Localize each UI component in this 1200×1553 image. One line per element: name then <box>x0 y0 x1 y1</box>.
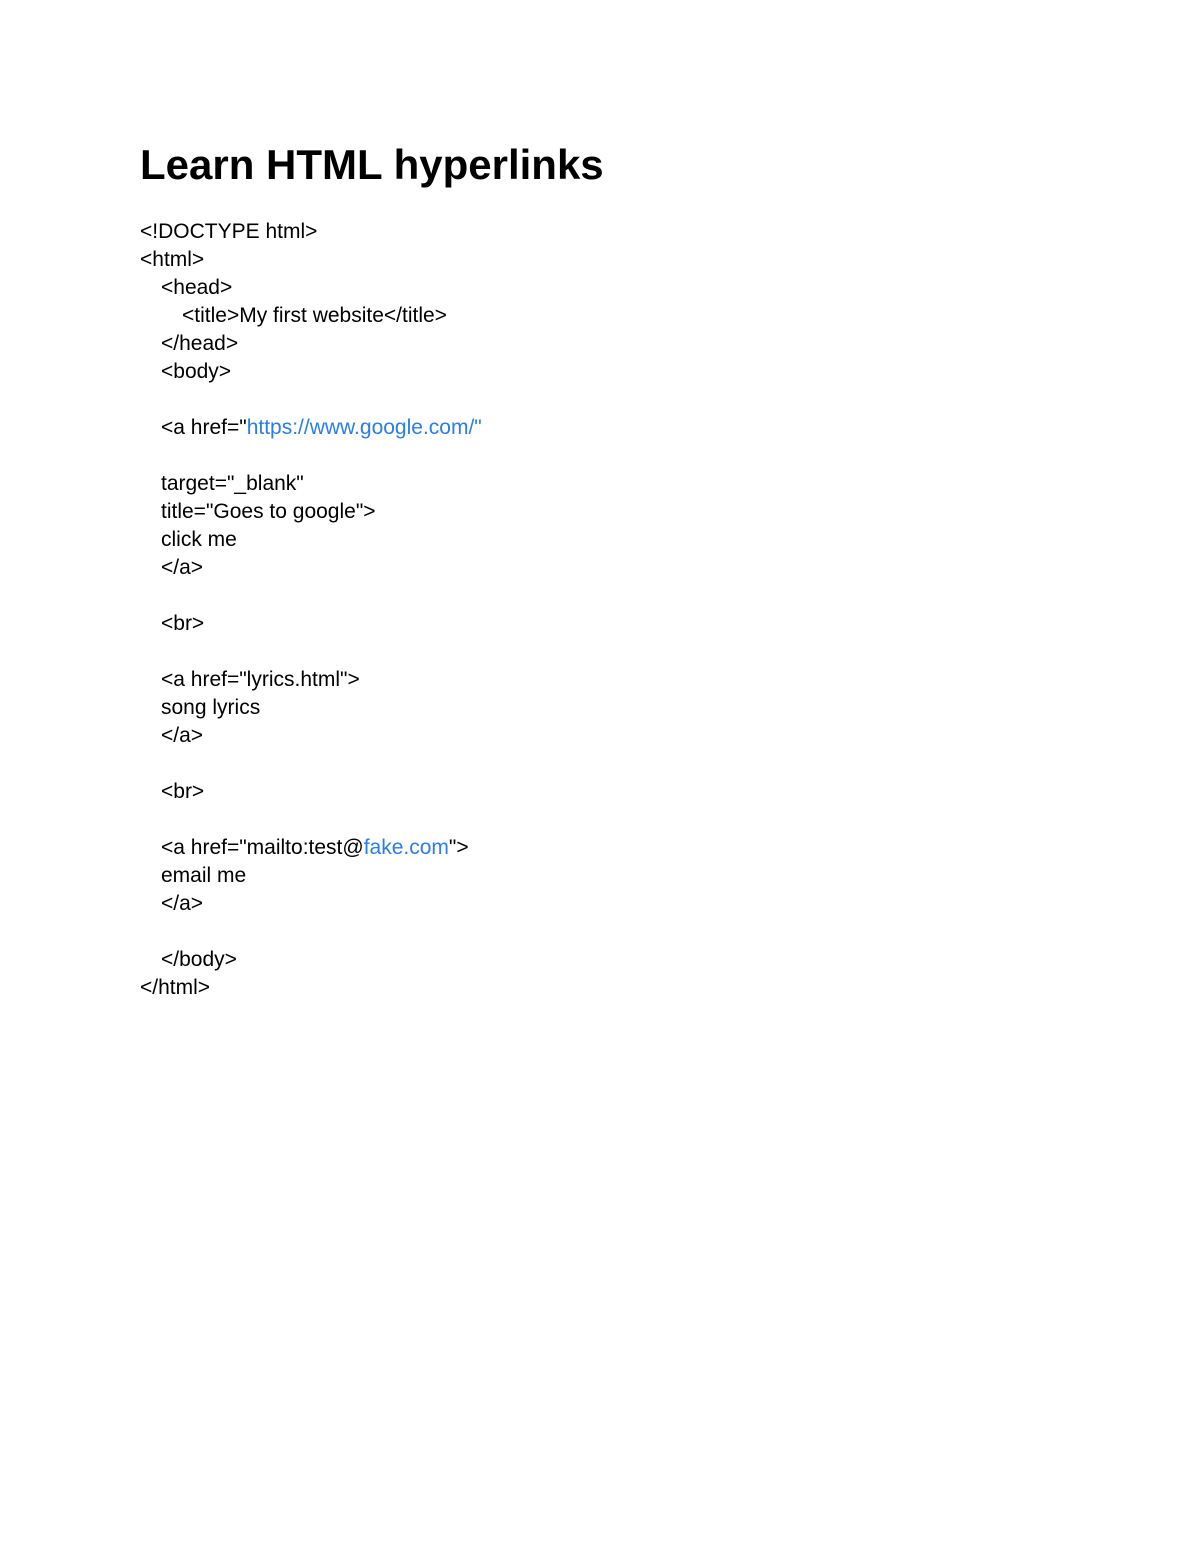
code-line <box>140 302 1110 330</box>
code-text: <html> <box>140 248 205 271</box>
code-text: click me <box>161 528 237 551</box>
code-line <box>140 610 1110 638</box>
code-line <box>140 778 1110 806</box>
code-block <box>140 218 1110 1002</box>
code-line <box>140 890 1110 918</box>
blank-line <box>140 638 1110 666</box>
code-line <box>140 974 1110 1002</box>
code-line <box>140 834 1110 862</box>
code-text: </a> <box>161 724 204 747</box>
code-line <box>140 330 1110 358</box>
code-line <box>140 274 1110 302</box>
code-text: </a> <box>161 556 204 579</box>
code-line <box>140 526 1110 554</box>
code-line <box>140 722 1110 750</box>
code-text: </html> <box>140 976 211 999</box>
hyperlink-text[interactable]: https://www.google.com/" <box>246 416 482 439</box>
code-text: <body> <box>161 360 232 383</box>
hyperlink-text[interactable]: fake.com <box>363 836 449 859</box>
code-text: song lyrics <box>161 696 261 719</box>
code-line <box>140 414 1110 442</box>
code-line <box>140 498 1110 526</box>
code-text: </a> <box>161 892 204 915</box>
code-line <box>140 862 1110 890</box>
code-text: <title>My first website</title> <box>182 304 447 327</box>
code-line <box>140 358 1110 386</box>
code-line <box>140 946 1110 974</box>
code-line <box>140 554 1110 582</box>
code-line <box>140 246 1110 274</box>
code-text: <!DOCTYPE html> <box>140 220 318 243</box>
blank-line <box>140 918 1110 946</box>
code-line <box>140 218 1110 246</box>
code-text: <a href="lyrics.html"> <box>161 668 360 691</box>
code-text: <a href=" <box>161 416 247 439</box>
code-text: </body> <box>161 948 237 971</box>
code-text: <br> <box>161 780 205 803</box>
code-text: "> <box>448 836 469 859</box>
code-text: target="_blank" <box>161 472 304 495</box>
code-line <box>140 666 1110 694</box>
code-text: </head> <box>161 332 239 355</box>
code-text: <a href="mailto:test@ <box>161 836 364 859</box>
page-title: Learn HTML hyperlinks <box>140 141 604 188</box>
blank-line <box>140 386 1110 414</box>
blank-line <box>140 442 1110 470</box>
code-text: <br> <box>161 612 205 635</box>
code-line <box>140 470 1110 498</box>
code-text: email me <box>161 864 247 887</box>
blank-line <box>140 582 1110 610</box>
code-text: <head> <box>161 276 233 299</box>
blank-line <box>140 806 1110 834</box>
code-text: title="Goes to google"> <box>161 500 376 523</box>
code-line <box>140 694 1110 722</box>
blank-line <box>140 750 1110 778</box>
